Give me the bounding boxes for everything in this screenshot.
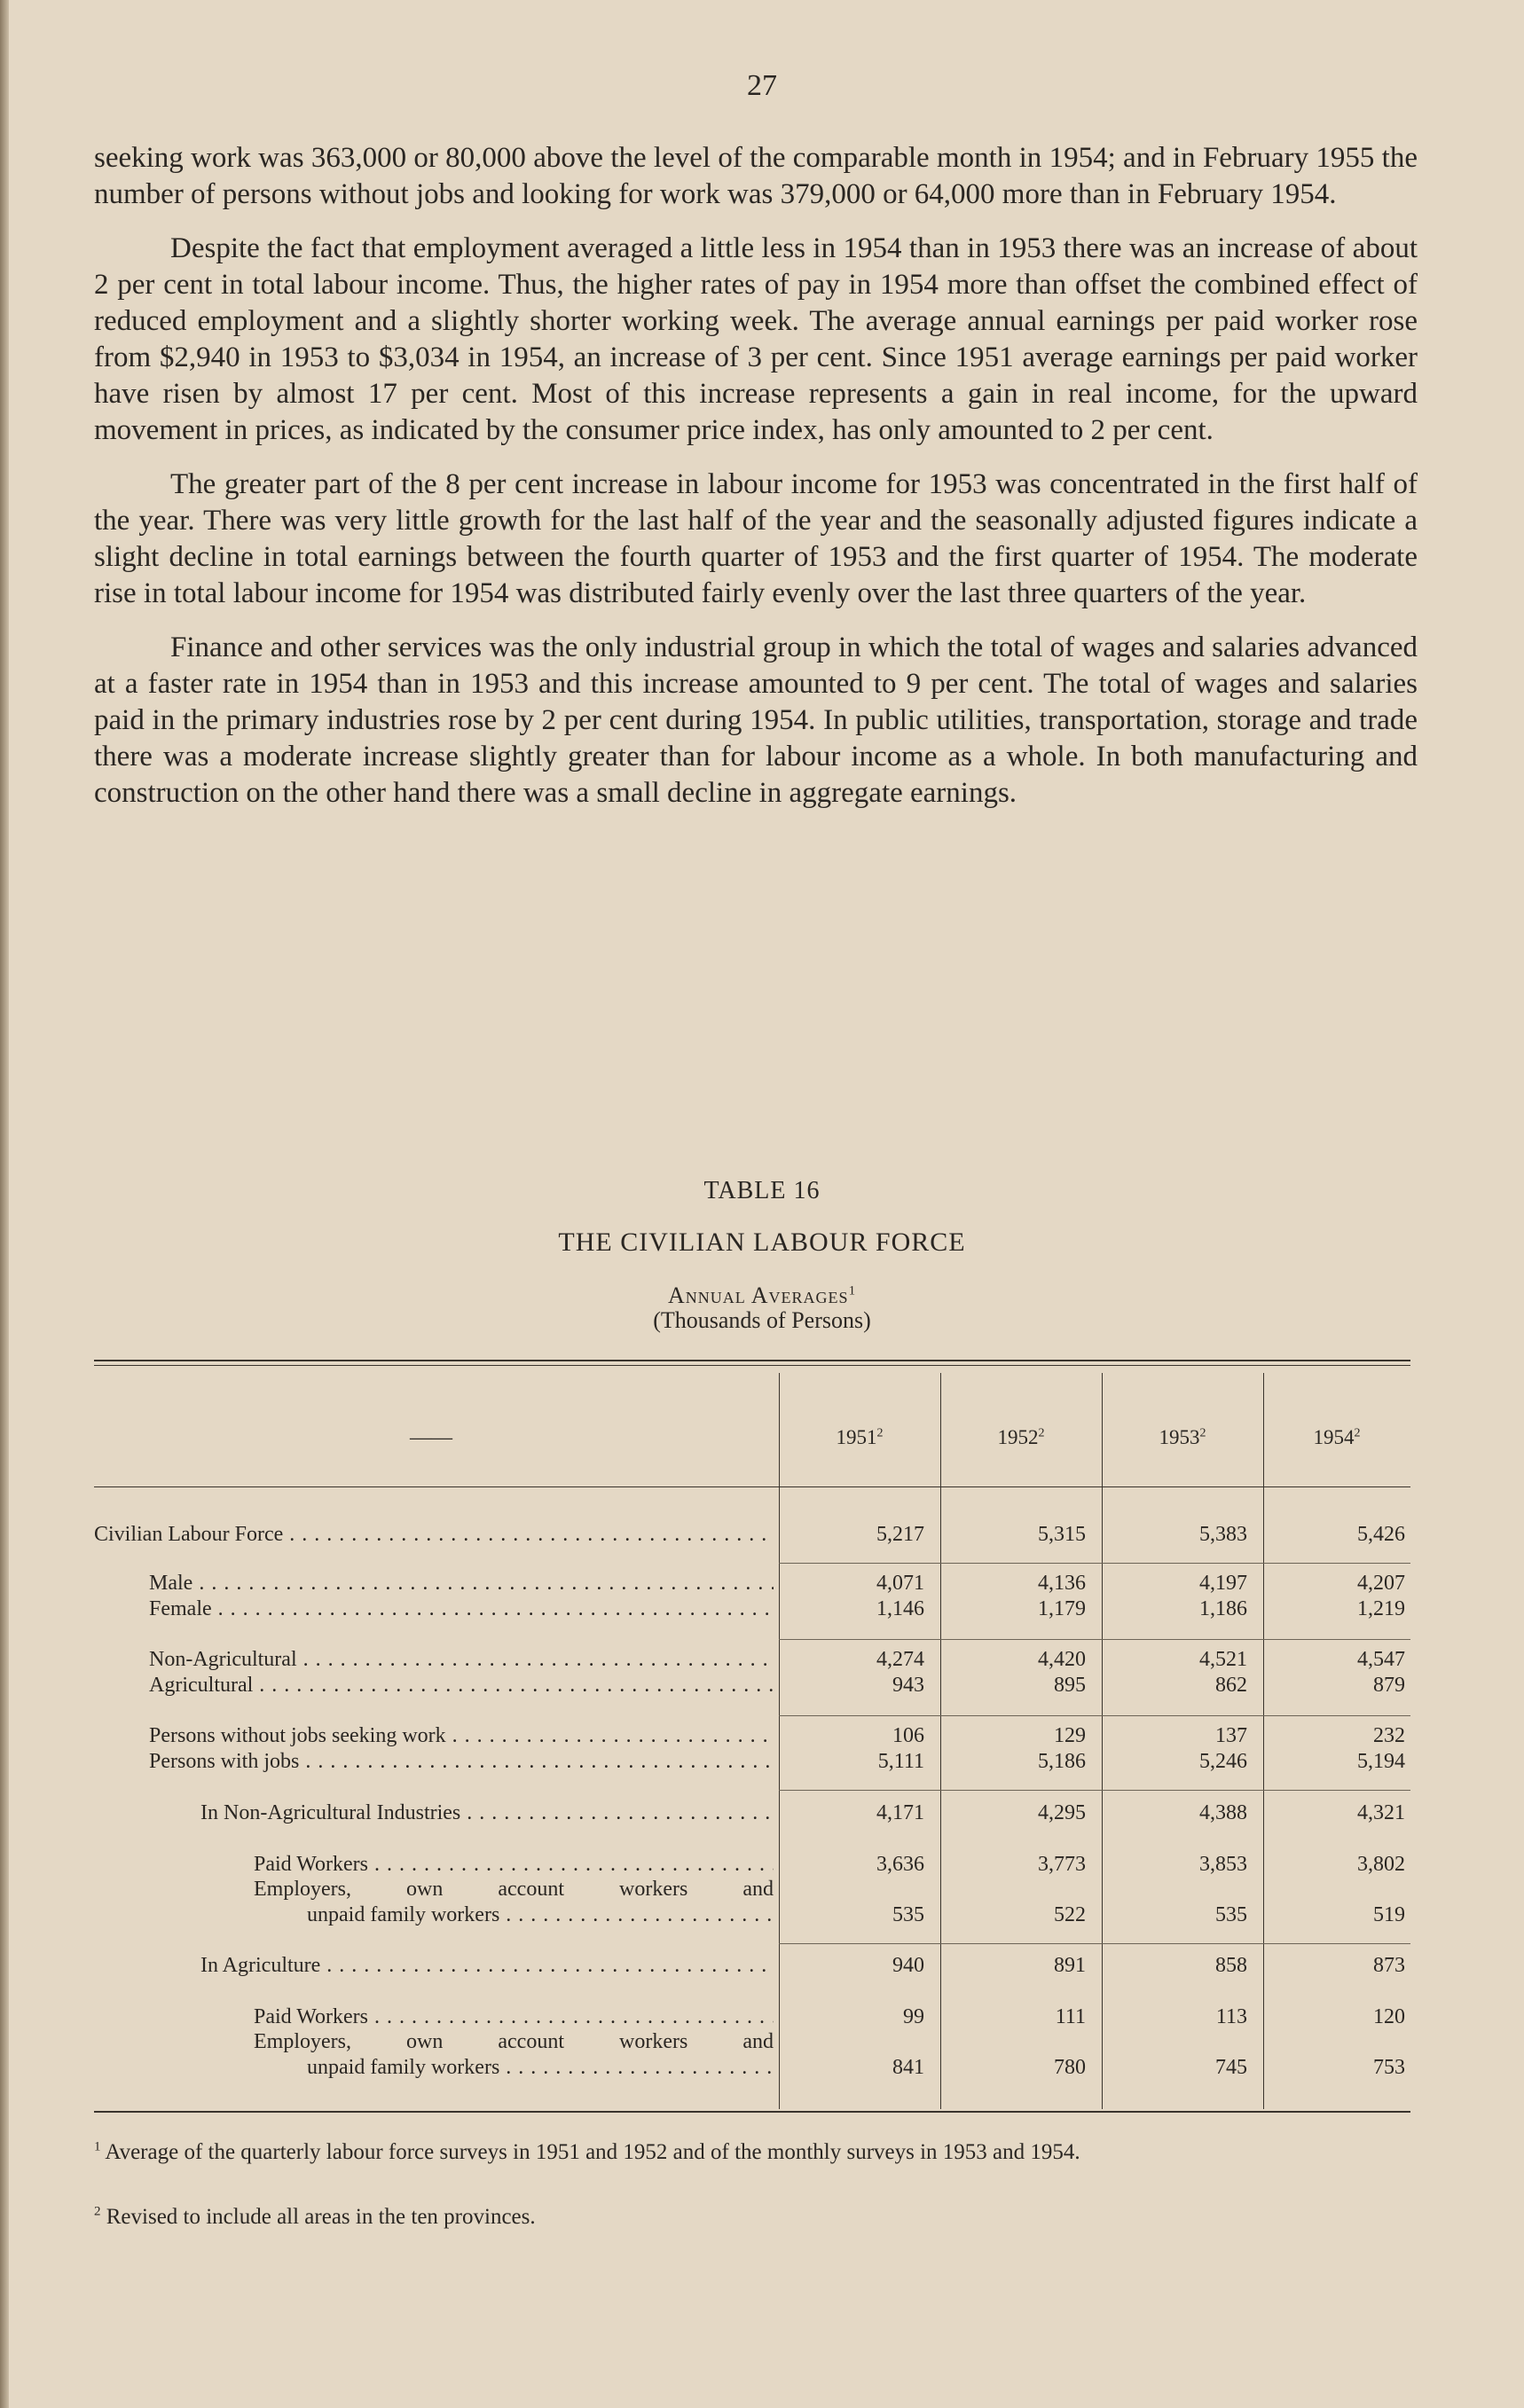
- cell: 4,207: [1357, 1572, 1405, 1595]
- cell: 4,171: [876, 1801, 924, 1824]
- row-label-employers-agri-line2: unpaid family workers . . .: [307, 2055, 774, 2081]
- cell: 4,420: [1038, 1648, 1086, 1671]
- column-header-year: 1954: [1313, 1426, 1355, 1448]
- cell: 5,217: [876, 1523, 924, 1546]
- footnote-mark: 1: [94, 2139, 101, 2154]
- column-header-note: 2: [1038, 1426, 1045, 1440]
- column-header-year: 1952: [997, 1426, 1039, 1448]
- footnote-2: [94, 2204, 1418, 2230]
- cell: 535: [1215, 1903, 1247, 1926]
- footnote-text: Revised to include all areas in the ten provinces.: [106, 2205, 536, 2229]
- labour-force-table: [94, 1373, 1410, 2118]
- paragraph-4: Finance and other services was the only industrial group in which the total of wages and salaries advanced at a faster rate in 1954 than in 1953 and this increase amounted to 9 per cent. The total of wages and salaries paid in the primary industries rose by 2 per cent during 1954. In public utilities, transportation, storage and trade there was a moderate increase slightly greater than for labour income as a whole. In both manufacturing and construction on the other hand there was a small decline in aggregate earnings.: [94, 631, 1418, 809]
- table-title: THE CIVILIAN LABOUR FORCE: [558, 1228, 966, 1257]
- cell: 5,186: [1038, 1750, 1086, 1773]
- cell: 4,547: [1357, 1648, 1405, 1671]
- column-divider: [779, 1373, 780, 2109]
- body-text: [94, 140, 1418, 829]
- cell: 4,071: [876, 1572, 924, 1595]
- column-header-note: 2: [1354, 1426, 1361, 1440]
- cell: 895: [1054, 1674, 1086, 1697]
- column-divider: [1263, 1373, 1264, 2109]
- cell: 113: [1215, 2005, 1247, 2028]
- cell: 862: [1215, 1674, 1247, 1697]
- cell: 120: [1373, 2005, 1405, 2028]
- cell: 1,146: [876, 1597, 924, 1620]
- column-header-1951: [779, 1426, 940, 1449]
- row-label-employers-line2: unpaid family workers . . .: [307, 1902, 774, 1928]
- cell: 3,853: [1199, 1853, 1247, 1876]
- column-header-note: 2: [1199, 1426, 1206, 1440]
- column-header-year: 1953: [1159, 1426, 1200, 1448]
- cell: 137: [1215, 1724, 1247, 1747]
- column-header-1954: [1263, 1426, 1410, 1449]
- row-label-persons-with-jobs: Persons with jobs . . .: [149, 1749, 774, 1775]
- cell: 4,274: [876, 1648, 924, 1671]
- cell: 1,186: [1199, 1597, 1247, 1620]
- column-header-1953: [1102, 1426, 1263, 1449]
- paragraph-2: Despite the fact that employment averaged a little less in 1954 than in 1953 there was an increase of about 2 per cent in total labour income. Thus, the higher rates of pay in 1954 more than offset the combined effect of reduced employment and a slightly shorter working week. The average annual earnings per paid worker rose from $2,940 in 1953 to $3,034 in 1954, an increase of 3 per cent. Since 1951 average earnings per paid worker have risen by almost 17 per cent. Most of this increase represents a gain in real income, for the upward movement in prices, as indicated by the consumer price index, has only amounted to 2 per cent.: [94, 232, 1418, 446]
- table-bottom-rule: [94, 2111, 1410, 2113]
- table-subtitle-text: Annual Averages: [667, 1282, 849, 1308]
- stub-header: ——: [410, 1426, 452, 1449]
- table-top-rule: [94, 1360, 1410, 1361]
- row-label-paid-workers-non-agricultural: Paid Workers . . .: [254, 1852, 774, 1878]
- column-header-year: 1951: [836, 1426, 877, 1448]
- cell: 780: [1054, 2056, 1086, 2079]
- row-label-employers-agri-line1: Employers, own account workers and: [254, 2030, 774, 2053]
- cell: 943: [892, 1674, 924, 1697]
- row-label-non-agricultural: Non-Agricultural . . .: [149, 1647, 774, 1673]
- cell: 5,383: [1199, 1523, 1247, 1546]
- table-top-rule-inner: [94, 1365, 1410, 1366]
- column-header-note: 2: [876, 1426, 884, 1440]
- row-label-persons-without-jobs: Persons without jobs seeking work . . .: [149, 1723, 774, 1749]
- cell: 106: [892, 1724, 924, 1747]
- row-label-employers-line1: Employers, own account workers and: [254, 1878, 774, 1901]
- cell: 232: [1373, 1724, 1405, 1747]
- cell: 940: [892, 1954, 924, 1977]
- cell: 522: [1054, 1903, 1086, 1926]
- cell: 4,521: [1199, 1648, 1247, 1671]
- cell: 519: [1373, 1903, 1405, 1926]
- cell: 4,295: [1038, 1801, 1086, 1824]
- cell: 4,136: [1038, 1572, 1086, 1595]
- row-label-paid-workers-agriculture: Paid Workers . . .: [254, 2004, 774, 2030]
- group-rule: [779, 1943, 1410, 1944]
- cell: 129: [1054, 1724, 1086, 1747]
- cell: 5,111: [877, 1750, 924, 1773]
- cell: 879: [1373, 1674, 1405, 1697]
- cell: 4,388: [1199, 1801, 1247, 1824]
- header-rule: [94, 1486, 1410, 1487]
- footnote-1: [94, 2139, 1418, 2165]
- cell: 111: [1055, 2005, 1086, 2028]
- paragraph-1: seeking work was 363,000 or 80,000 above the level of the comparable month in 1954; and in February 1955 the number of persons without jobs and looking for work was 379,000 or 64,000 more than in February 1954.: [94, 142, 1418, 210]
- column-header-1952: [940, 1426, 1102, 1449]
- table-number: TABLE 16: [703, 1177, 821, 1204]
- cell: 753: [1373, 2056, 1405, 2079]
- cell: 3,636: [876, 1853, 924, 1876]
- paragraph-3: The greater part of the 8 per cent increase in labour income for 1953 was concentrated in the first half of the year. There was very little growth for the last half of the year and the seasonally adjusted figures indicate a slight decline in total earnings between the fourth quarter of 1953 and the first quarter of 1954. The moderate rise in total labour income for 1954 was distributed fairly evenly over the last three quarters of the year.: [94, 468, 1418, 609]
- table-subtitle: [0, 1282, 1524, 1309]
- cell: 1,219: [1357, 1597, 1405, 1620]
- cell: 5,426: [1357, 1523, 1405, 1546]
- table-units: (Thousands of Persons): [653, 1307, 871, 1333]
- footnote-text: Average of the quarterly labour force surveys in 1951 and 1952 and of the monthly surveys in 1953 and 1954.: [105, 2140, 1080, 2164]
- cell: 99: [903, 2005, 924, 2028]
- column-divider: [1102, 1373, 1103, 2109]
- cell: 4,321: [1357, 1801, 1405, 1824]
- cell: 745: [1215, 2056, 1247, 2079]
- row-label-in-agriculture: In Agriculture . . .: [200, 1953, 774, 1979]
- cell: 1,179: [1038, 1597, 1086, 1620]
- cell: 5,194: [1357, 1750, 1405, 1773]
- group-rule: [779, 1563, 1410, 1564]
- group-rule: [779, 1790, 1410, 1791]
- row-label-agricultural: Agricultural . . .: [149, 1673, 774, 1698]
- table-subtitle-note: 1: [848, 1283, 857, 1298]
- cell: 891: [1054, 1954, 1086, 1977]
- row-label-civilian-labour-force: Civilian Labour Force . . .: [94, 1522, 774, 1548]
- cell: 858: [1215, 1954, 1247, 1977]
- page-number: 27: [747, 69, 777, 102]
- cell: 3,802: [1357, 1853, 1405, 1876]
- cell: 3,773: [1038, 1853, 1086, 1876]
- group-rule: [779, 1715, 1410, 1716]
- row-label-male: Male . . .: [149, 1571, 774, 1596]
- row-label-in-non-agricultural-industries: In Non-Agricultural Industries . . .: [200, 1800, 774, 1826]
- cell: 535: [892, 1903, 924, 1926]
- group-rule: [779, 1639, 1410, 1640]
- cell: 5,315: [1038, 1523, 1086, 1546]
- row-label-female: Female . . .: [149, 1596, 774, 1622]
- footnote-mark: 2: [94, 2204, 101, 2219]
- cell: 873: [1373, 1954, 1405, 1977]
- column-divider: [940, 1373, 941, 2109]
- cell: 5,246: [1199, 1750, 1247, 1773]
- cell: 841: [892, 2056, 924, 2079]
- cell: 4,197: [1199, 1572, 1247, 1595]
